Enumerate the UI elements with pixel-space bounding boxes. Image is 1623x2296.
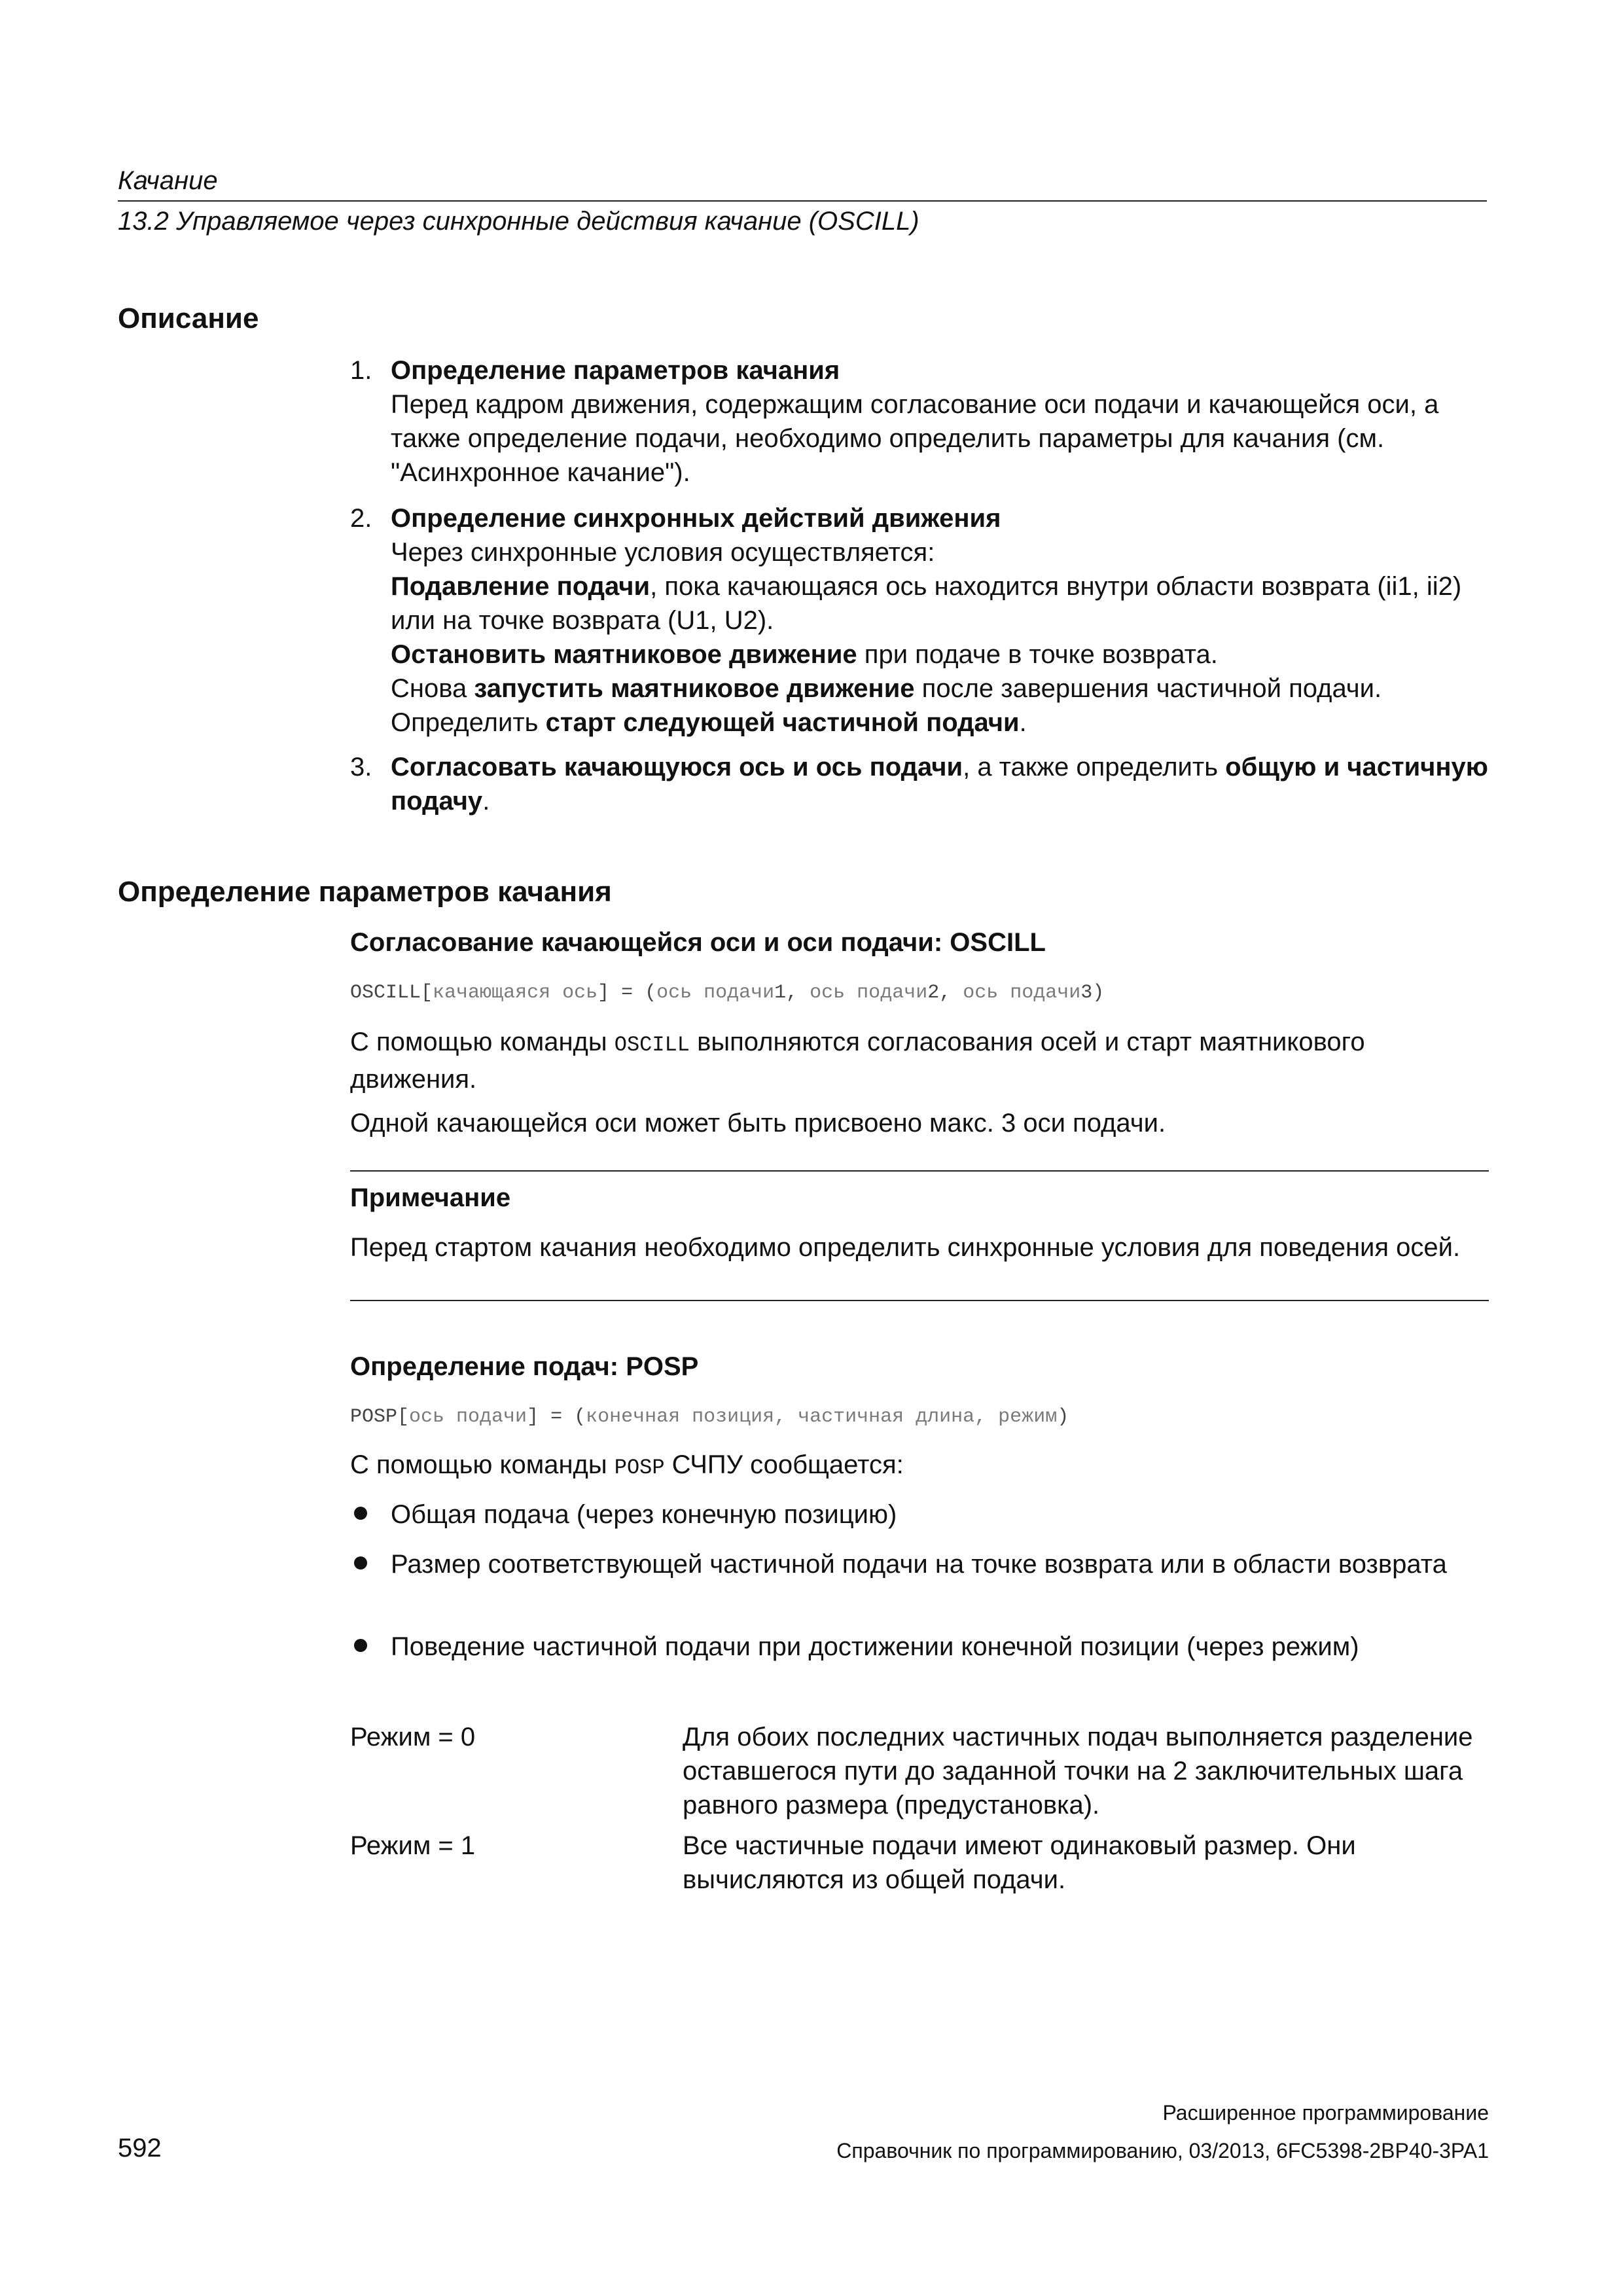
header-rule [118,200,1487,202]
list-number: 1. [350,356,372,385]
list-item-3 [350,750,1489,818]
code-punct: , [939,982,963,1004]
emphasis: общую и частичную подачу [391,753,1488,816]
emphasis: Согласовать качающуюся ось и ось подачи [391,753,963,781]
list-item-text: Перед кадром движения, содержащим согласование оси подачи и качающейся оси, а также определение подачи, необходимо определить параметры для качания (см. "Асинхронное качание"). [391,390,1439,487]
text: С помощью команды [350,1028,615,1056]
footer-doc-title: Расширенное программирование [1162,2101,1489,2125]
code-command: OSCILL [350,982,421,1004]
emphasis: запустить маятниковое движение [474,674,915,703]
code-arg: качающаяся ось [433,982,598,1004]
code-punct: ] = ( [527,1406,586,1428]
inline-code: OSCILL [614,1033,690,1057]
running-header-section: 13.2 Управляемое через синхронные действия качание (OSCILL) [118,207,919,236]
code-arg: ось подачи [963,982,1081,1004]
bullet-item [350,1498,1489,1532]
list-item-2 [350,501,1489,740]
list-number: 2. [350,504,372,533]
page-number: 592 [118,2134,162,2162]
text: после завершения частичной подачи. [914,674,1382,703]
posp-subheading: Определение подач: POSP [350,1352,699,1381]
code-punct: , [786,982,810,1004]
text: выполняются согласования осей и старт маятникового движения. [350,1028,1365,1094]
text: , пока качающаяся ось находится внутри области возврата (ii1, ii2) или на точке возврата (U1, U2). [391,572,1462,635]
mode-1-description: Все частичные подачи имеют одинаковый размер. Они вычисляются из общей подачи. [683,1831,1356,1894]
note-top-rule [350,1170,1489,1172]
bullet-icon [354,1639,367,1652]
footer-doc-ref: Справочник по программированию, 03/2013, 6FC5398-2BP40-3PA1 [836,2139,1489,2162]
list-item-intro: Через синхронные условия осуществляется: [391,538,935,567]
code-punct: ] = ( [597,982,657,1004]
note-bottom-rule [350,1300,1489,1301]
list-item-1 [350,353,1489,490]
bullet-item [350,1547,1489,1581]
code-arg: ось подачи [409,1406,527,1428]
code-punct: [ [421,982,433,1004]
text: . [482,787,490,816]
code-index: 1 [774,982,787,1004]
list-item-title: Определение параметров качания [391,356,840,385]
bullet-text: Поведение частичной подачи при достижении конечной позиции (через режим) [391,1632,1359,1661]
text: Определить [391,708,546,737]
bullet-item [350,1630,1489,1664]
text: . [1019,708,1027,737]
posp-syntax [350,1406,1069,1428]
posp-paragraph [350,1448,1489,1485]
code-command: POSP [350,1406,398,1428]
mode-0-label: Режим = 0 [350,1723,476,1751]
emphasis: Остановить маятниковое движение [391,640,857,669]
emphasis: старт следующей частичной подачи [545,708,1020,737]
text: Снова [391,674,474,703]
list-item-title: Определение синхронных действий движения [391,504,1001,533]
bullet-text: Размер соответствующей частичной подачи на точке возврата или в области возврата [391,1550,1447,1579]
mode-1-label: Режим = 1 [350,1831,476,1860]
bullet-text: Общая подача (через конечную позицию) [391,1500,897,1529]
description-heading: Описание [118,302,259,334]
params-heading: Определение параметров качания [118,876,612,908]
code-punct: [ [397,1406,410,1428]
running-header-chapter: Качание [118,166,218,195]
oscill-subheading: Согласование качающейся оси и оси подачи: OSCILL [350,928,1046,957]
code-arg: ось подачи [810,982,928,1004]
code-arg: ось подачи [656,982,775,1004]
emphasis: Подавление подачи [391,572,651,601]
oscill-paragraph-1 [350,1025,1489,1096]
text: при подаче в точке возврата. [857,640,1218,669]
note-title: Примечание [350,1183,511,1212]
code-index: 3 [1080,982,1093,1004]
code-args: конечная позиция, частичная длина, режим [586,1406,1058,1428]
text: , а также определить [963,753,1226,781]
bullet-icon [354,1556,367,1570]
oscill-syntax [350,982,1104,1004]
bullet-icon [354,1507,367,1520]
inline-code: POSP [614,1456,665,1480]
text: СЧПУ сообщается: [664,1450,904,1479]
code-punct: ) [1057,1406,1069,1428]
list-number: 3. [350,753,372,781]
text: С помощью команды [350,1450,615,1479]
note-text: Перед стартом качания необходимо определить синхронные условия для поведения осей. [350,1233,1461,1262]
code-index: 2 [927,982,940,1004]
oscill-paragraph-2: Одной качающейся оси может быть присвоено макс. 3 оси подачи. [350,1109,1166,1138]
mode-0-description: Для обоих последних частичных подач выполняется разделение оставшегося пути до заданной точки на 2 заключительных шага равного размера (предустановка). [683,1723,1473,1820]
code-punct: ) [1092,982,1105,1004]
